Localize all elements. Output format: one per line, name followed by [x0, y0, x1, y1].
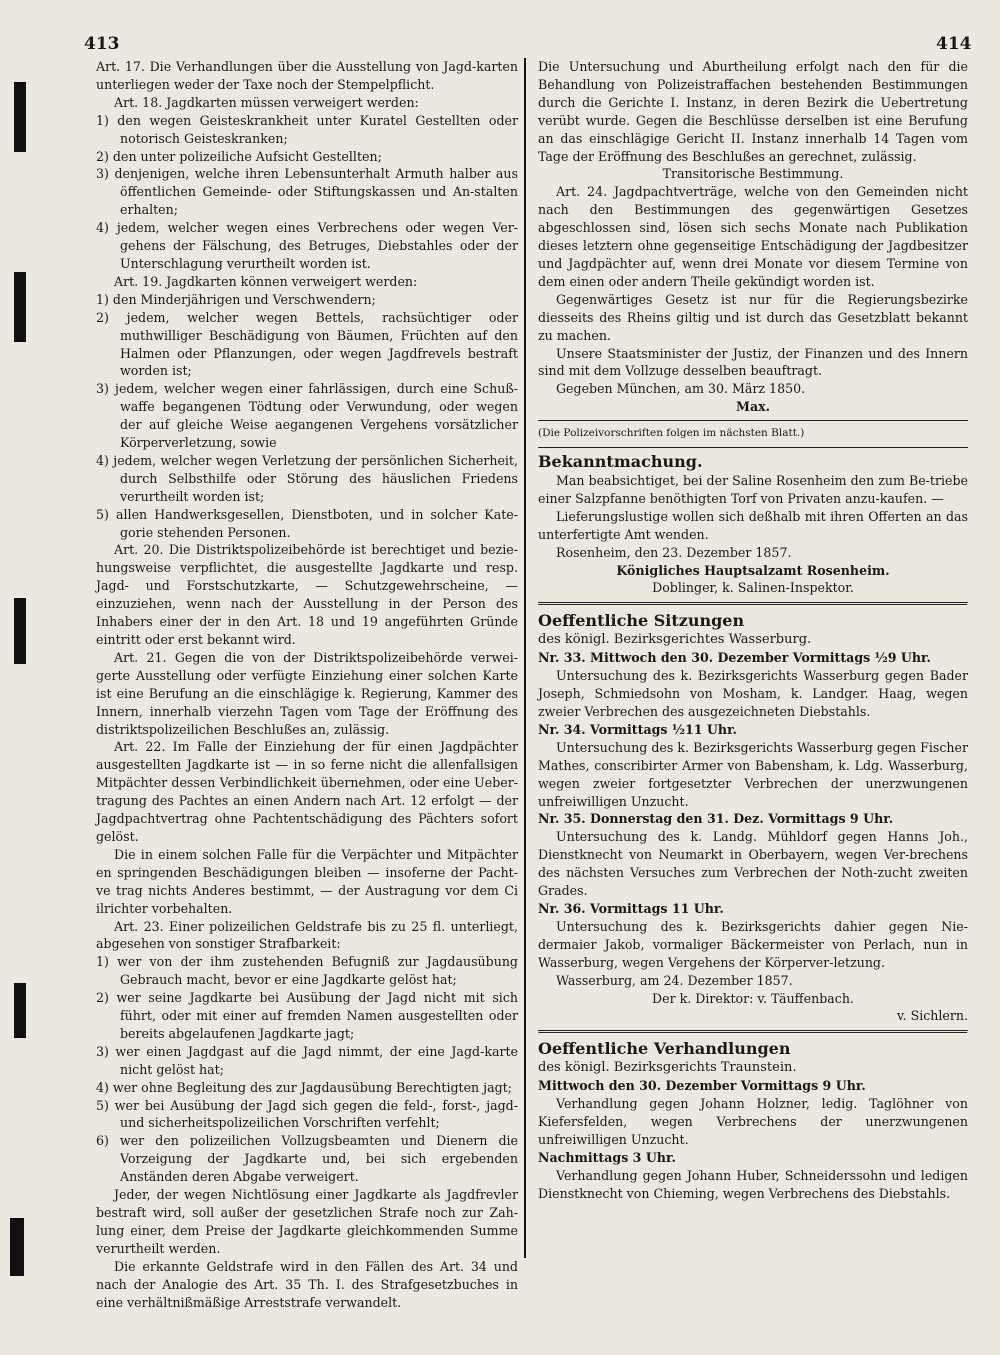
- margin-mark: [14, 983, 26, 1038]
- margin-mark: [14, 82, 26, 152]
- king-signature: Max.: [736, 399, 770, 415]
- art21: Art. 21. Gegen die von der Distriktspolizeibehörde verwei-gerte Ausstellung oder verfügte Einziehung einer solchen Karte ist eine Berufung an die einschlägige k. Regierung, Kammer des Innern, innerhalb vierzehn Tagen vom Tage der Eröffnung des distriktspolizeilichen Beschlußes an, zulässig.: [96, 649, 518, 737]
- art23-item: 2) wer seine Jagdkarte bei Ausübung der Jagd nicht mit sich führt, oder mit einer auf fremden Namen ausgestellten oder bereits abgelaufenen Jagdkarte jagt;: [96, 990, 518, 1041]
- left-column: [96, 58, 518, 1311]
- art23-para: Die erkannte Geldstrafe wird in den Fällen des Art. 34 und nach der Analogie des Art. 35 Th. I. des Strafgesetzbuches in eine verhältnißmäßige Arreststrafe verwandelt.: [96, 1258, 518, 1310]
- ov-subtitle: des königl. Bezirksgerichts Traunstein.: [538, 1060, 797, 1076]
- os-item: Untersuchung des k. Bezirksgerichts Wasserburg gegen Fischer Mathes, conscribirter Armer von Babensham, k. Ldg. Wasserburg, wegen zweier fortgesetzter Verbrechen der unerzwungenen unfreiwilligen Unzucht.: [538, 739, 968, 809]
- os-item: Nr. 33. Mittwoch den 30. Dezember Vormittags ½9 Uhr.: [538, 650, 931, 666]
- ov-item: Verhandlung gegen Johann Huber, Schneiderssohn und ledigen Dienstknecht von Chieming, wegen Verbrechens des Diebstahls.: [538, 1167, 968, 1201]
- os-item: Nr. 35. Donnerstag den 31. Dez. Vormittags 9 Uhr.: [538, 811, 894, 827]
- bek-date: Rosenheim, den 23. Dezember 1857.: [556, 544, 792, 560]
- ov-title: Oeffentliche Verhandlungen: [538, 1039, 791, 1059]
- os-item: Untersuchung des k. Landg. Mühldorf gegen Hanns Joh., Dienstknecht von Neumarkt in Oberbayern, wegen Ver-brechens des nächsten Versuches zum Verbrechen der Noth-zucht zweiten Grades.: [538, 829, 968, 899]
- page-number-left: 413: [84, 34, 120, 54]
- margin-mark: [14, 272, 26, 342]
- margin-mark: [10, 1218, 24, 1276]
- os-director: Der k. Direktor: v. Täuffenbach.: [652, 990, 854, 1006]
- art23-para: Jeder, der wegen Nichtlösung einer Jagdkarte als Jagdfrevler bestraft wird, soll außer der gesetzlichen Strafe noch zur Zah-lung einer, dem Preise der Jagdkarte gleichkommenden Summe verurtheilt werden.: [96, 1187, 518, 1256]
- art19-title: Art. 19. Jagdkarten können verweigert werden:: [114, 273, 418, 289]
- art24: Art. 24. Jagdpachtverträge, welche von den Gemeinden nicht nach den Bestimmungen des gegenwärtigen Gesetzes abgeschlossen sind, lösen sich sechs Monate nach Publikation dieses letztern ohne gegenseitige Entschädigung der Jagdbesitzer und Jagdpächter auf, wenn drei Monate vor diesem Termine von dem einen oder andern Theile gekündigt worden ist.: [538, 184, 968, 289]
- given-date: Gegeben München, am 30. März 1850.: [556, 381, 806, 397]
- bekanntmachung-title: Bekanntmachung.: [538, 452, 703, 472]
- os-item: Nr. 34. Vormittags ½11 Uhr.: [538, 721, 737, 737]
- ov-item: Verhandlung gegen Johann Holzner, ledig. Taglöhner von Kiefersfelden, wegen Verbrechens der unerzwungenen unfreiwilligen Unzucht.: [538, 1096, 968, 1147]
- bek-sign: Doblinger, k. Salinen-Inspektor.: [652, 580, 854, 596]
- art22: Art. 22. Im Falle der Einziehung der für einen Jagdpächter ausgestellten Jagdkarte ist — in so ferne nicht die allenfallsigen Mitpächter dessen Verbindlichkeit übernehmen, oder eine Ueber-tragung des Pachtes an einen Andern nach Art. 12 erfolgt — der Jagdpachtvertrag ohne Pachtentschädigung des Pächters sofort gelöst.: [96, 739, 518, 844]
- art18-item: 2) den unter polizeiliche Aufsicht Gestellten;: [96, 148, 382, 164]
- ov-item: Nachmittags 3 Uhr.: [538, 1149, 676, 1165]
- divider: [538, 602, 968, 606]
- right-column: [538, 58, 968, 1203]
- validity-text: Gegenwärtiges Gesetz ist nur für die Regierungsbezirke diesseits des Rheins giltig und ist durch das Gesetzblatt bekannt zu machen.: [538, 291, 968, 343]
- law-continuation: Die Untersuchung und Aburtheilung erfolgt nach den für die Behandlung von Polizeistraffachen bestehenden Bestimmungen durch die Gerichte I. Instanz, in deren Bezirk die Uebertretung verübt wurde. Gegen die Beschlüsse derselben ist eine Berufung an das einschlägige Gericht II. Instanz innerhalb 14 Tagen vom Tage der Eröffnung des Beschlußes an gerechnet, zulässig.: [538, 59, 968, 164]
- art18-title: Art. 18. Jagdkarten müssen verweigert werden:: [114, 94, 419, 110]
- divider: [538, 1030, 968, 1034]
- bek-text: Man beabsichtiget, bei der Saline Rosenheim den zum Be-triebe einer Salzpfanne benöthigten Torf von Privaten anzu-kaufen. —: [538, 473, 968, 506]
- art19-item: 5) allen Handwerksgesellen, Dienstboten, und in solcher Kate-gorie stehenden Personen.: [96, 506, 518, 540]
- art19-item: 3) jedem, welcher wegen einer fahrlässigen, durch eine Schuß-waffe begangenen Tödtung oder Verwundung, oder wegen der auf gleiche Weise aegangenen Vergehens vorsätzlicher Körperverletzung, sowie: [96, 381, 518, 451]
- art18-item: 3) denjenigen, welche ihren Lebensunterhalt Armuth halber aus öffentlichen Gemeinde- oder Stiftungskassen und An-stalten erhalten;: [96, 166, 518, 218]
- art23-item: 6) wer den polizeilichen Vollzugsbeamten und Dienern die Vorzeigung der Jagdkarte und, bei sich ergebenden Anständen deren Abgabe verweigert.: [96, 1133, 518, 1185]
- transit-title: Transitorische Bestimmung.: [662, 166, 844, 182]
- os-item: Untersuchung des k. Bezirksgerichts dahier gegen Nie-dermaier Jakob, vormaliger Bäckermeister von Perlach, nun in Wasserburg, wegen Vergehens der Körperver-letzung.: [538, 918, 968, 970]
- page-number-right: 414: [936, 34, 972, 54]
- divider: [538, 447, 968, 448]
- art20: Art. 20. Die Distriktspolizeibehörde ist berechtiget und bezie-hungsweise verpflichtet, die ausgestellte Jagdkarte und resp. Jagd- und Forstschutzkarte, — Schutzgewehrscheine, — einzuziehen, wenn nach der Ausstellung in der Person des Inhabers einer der in den Art. 18 und 19 angeführten Gründe eintritt oder erst bekannt wird.: [96, 542, 518, 647]
- os-sign: v. Sichlern.: [896, 1008, 968, 1024]
- art17: Art. 17. Die Verhandlungen über die Ausstellung von Jagd-karten unterliegen weder der Taxe noch der Stempelpflicht.: [96, 59, 518, 92]
- ministers-text: Unsere Staatsminister der Justiz, der Finanzen und des Innern sind mit dem Vollzuge desselben beauftragt.: [538, 345, 968, 379]
- art23-item: 1) wer von der ihm zustehenden Befugniß zur Jagdausübung Gebrauch macht, bevor er eine Jagdkarte gelöst hat;: [96, 954, 518, 988]
- art23-item: 3) wer einen Jagdgast auf die Jagd nimmt, der eine Jagd-karte nicht gelöst hat;: [96, 1043, 518, 1077]
- os-item: Nr. 36. Vormittags 11 Uhr.: [538, 900, 724, 916]
- column-divider: [524, 58, 526, 1258]
- divider: [538, 420, 968, 421]
- os-subtitle: des königl. Bezirksgerichtes Wasserburg.: [538, 632, 812, 648]
- os-date: Wasserburg, am 24. Dezember 1857.: [556, 972, 793, 988]
- art19-item: 2) jedem, welcher wegen Bettels, rachsüchtiger oder muthwilliger Beschädigung von Bäumen, Früchten auf den Halmen oder Pflanzungen, oder wegen Jagdfrevels bestraft worden ist;: [96, 309, 518, 379]
- art19-item: 1) den Minderjährigen und Verschwendern;: [96, 291, 376, 307]
- ov-item: Mittwoch den 30. Dezember Vormittags 9 Uhr.: [538, 1078, 866, 1094]
- bek-text: Lieferungslustige wollen sich deßhalb mit ihren Offerten an das unterfertigte Amt wenden.: [538, 508, 968, 542]
- os-title: Oeffentliche Sitzungen: [538, 611, 745, 631]
- margin-mark: [14, 598, 26, 664]
- art23: Art. 23. Einer polizeilichen Geldstrafe bis zu 25 fl. unterliegt, abgesehen von sonstiger Strafbarkeit:: [96, 918, 518, 952]
- art18-item: 4) jedem, welcher wegen eines Verbrechens oder wegen Ver-gehens der Fälschung, des Betruges, Diebstahles oder der Unterschlagung verurtheilt worden ist.: [96, 220, 518, 271]
- art23-item: 4) wer ohne Begleitung des zur Jagdausübung Berechtigten jagt;: [96, 1079, 512, 1095]
- art19-item: 4) jedem, welcher wegen Verletzung der persönlichen Sicherheit, durch Selbsthilfe oder Störung des häuslichen Friedens verurtheilt worden ist;: [96, 452, 518, 504]
- police-note: (Die Polizeivorschriften folgen im nächsten Blatt.): [538, 427, 805, 440]
- art22-para: Die in einem solchen Falle für die Verpächter und Mitpächter en springenden Beschädigungen bleiben — insoferne der Pacht-ve trag nichts Anderes bestimmt, — der Austragung vor dem Ci ilrichter vorbehalten.: [96, 846, 518, 916]
- bek-office: Königliches Hauptsalzamt Rosenheim.: [616, 562, 890, 578]
- art18-item: 1) den wegen Geisteskrankheit unter Kuratel Gestellten oder notorisch Geisteskranken;: [96, 112, 518, 146]
- os-item: Untersuchung des k. Bezirksgerichts Wasserburg gegen Bader Joseph, Schmiedsohn von Mosham, k. Landger. Haag, wegen zweier Verbrechen des ausgezeichneten Diebstahls.: [538, 668, 968, 719]
- art23-item: 5) wer bei Ausübung der Jagd sich gegen die feld-, forst-, jagd- und sicherheitspolizeilichen Vorschriften verfehlt;: [96, 1097, 518, 1131]
